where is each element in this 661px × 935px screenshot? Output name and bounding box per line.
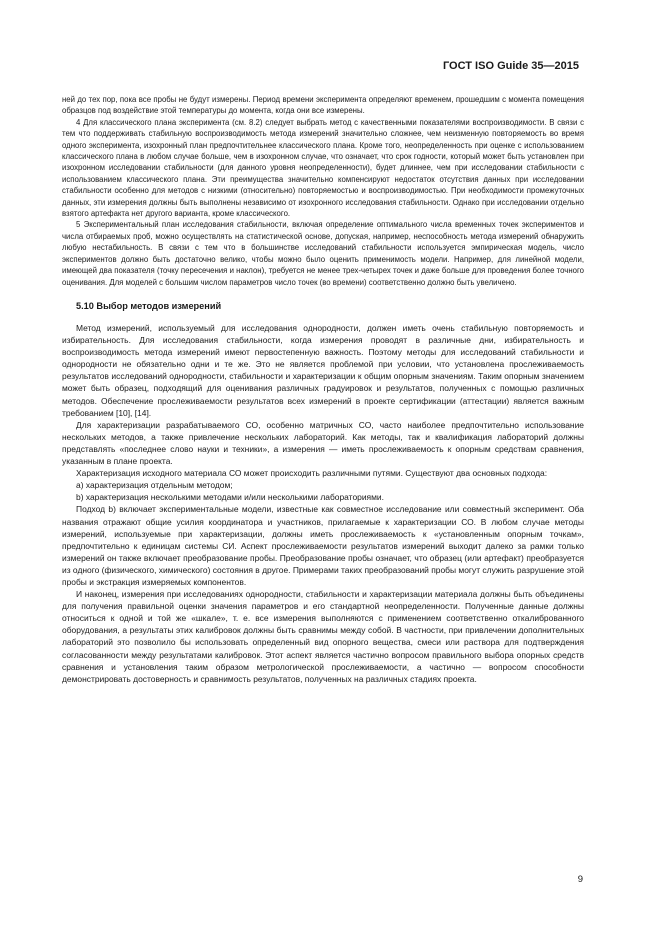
list-item-a: а) характеризация отдельным методом; [76,480,233,491]
paragraph-2: Для характеризации разрабатываемого СО, особенно матричных СО, часто наиболее предпочтительно использование нескольких методов, а также привлечение нескольких лабораторий. Как методы, так и квалификация лабораторий должны представлять «последнее слово науки и техники», а измерения — иметь прослеживаемость к опорным средствам сравнения, указанным в плане проекта. [62,419,584,467]
list-item-b: b) характеризация несколькими методами и/или несколькими лабораториями. [76,492,384,503]
page-number: 9 [577,874,583,885]
page-content [62,94,584,685]
note-4: 4 Для классического плана эксперимента (см. 8.2) следует выбрать метод с качественными показателями воспроизводимости. В связи с тем что поддерживать стабильную воспроизводимость метода измерений значительно сложнее, чем неизменную повторяемость во время одного эксперимента, изохронный план предпочтительнее классического плана. Кроме того, неопределенность при оценке с использованием классического плана в любом случае больше, чем в изохронном случае, что означает, что срок годности, который может быть установлен при изохронном исследовании стабильности (для данного уровня неопределенности), будет длиннее, чем при исследовании стабильности с использованием классического плана. Эти преимущества значительно компенсируют недостаток отсутствия данных при исследовании стабильности особенно для методов с низкими (относительно) повторяемостью и воспроизводимостью. При необходимости промежуточных данных, эти измерения должны быть выполнены независимо от изохронного исследования стабильности. Однако при исследовании отдельно взятого артефакта нет другого варианта, кроме классического. [62,117,584,219]
document-header: ГОСТ ISO Guide 35—2015 [442,60,579,72]
note-continuation: ней до тех пор, пока все пробы не будут измерены. Период времени эксперимента определяют временем, прошедшим с момента помещения образцов под воздействие этой температуры до момента, когда они все измерены. [62,95,584,116]
paragraph-1: Метод измерений, используемый для исследования однородности, должен иметь очень стабильную повторяемость и избирательность. Для исследования стабильности, когда измерения проводят в различные дни, избирательность и воспроизводимость метода измерений имеют первостепенную важность. Поэтому методы для исследований стабильности и однородности не обязательно одни и те же. Это не является проблемой при условии, что установлена прослеживаемость результатов исследований однородности, стабильности и характеризации к общим опорным значениям. Таким опорным значением может быть образец, подходящий для оценивания различных градуировок и результатов, полученных с помощью различных методов. Обеспечение прослеживаемости результатов всех измерений в проекте сертификации (аттестации) является важным требованием [10], [14]. [62,323,584,418]
paragraph-3: Характеризация исходного материала СО может происходить различными путями. Существуют два основных подхода: [76,468,548,479]
paragraph-4: Подход b) включает экспериментальные модели, известные как совместное исследование или совместный эксперимент. Оба названия отражают общие усилия координатора и участников, прилагаемые к характеризации СО. В любом случае методы измерений, используемые при характеризации, должны иметь прослеживаемость к «установленным опорным точкам», предпочтительно к единицам системы СИ. Аспект прослеживаемости результатов измерений выходит далеко за рамки только измерений он также включает преобразование пробы. Преобразование пробы означает, что образец (или артефакт) преобразуется из одного (физического, химического) состояния в другое. Примерами таких преобразований пробы могут служить разрушение этой пробы и экстракция измеряемых компонентов. [62,504,584,587]
note-5: 5 Экспериментальный план исследования стабильности, включая определение оптимального числа временных точек экспериментов и числа отбираемых проб, можно осуществлять на статистической основе, допуская, например, неспособность метода измерений обнаружить любую нестабильность. В связи с тем что в большинстве исследований стабильности используется эмпирическая модель, число экспериментов должно быть достаточно велико, чтобы можно было оценить применимость модели. Например, для линейной модели, имеющей два показателя (точку пересечения и наклон), требуется не менее трех-четырех точек и даже больше для проведения более точного оценивания. Для моделей с большим числом параметров число точек (во времени) соответственно должно быть увеличено. [62,220,584,287]
section-title: 5.10 Выбор методов измерений [76,300,222,311]
paragraph-5: И наконец, измерения при исследованиях однородности, стабильности и характеризации материала должны быть объединены для получения правильной оценки значения параметров и его стандартной неопределенности. Полученные данные должны относиться к одной и той же «шкале», т. е. все измерения выполняются с применением соответственно откалиброванного оборудования, а результаты этих калибровок должны быть сравнимы между собой. В частности, при привлечении дополнительных лабораторий это позволило бы использовать определенный вид опорного вещества, смеси или раствора для подтверждения согласованности между результатами калибровок. Этот аспект является частично вопросом правильного выбора опорных средств сравнения и установления таким образом метрологической прослеживаемости, а частично — вопросом способности демонстрировать достоверность и сравнимость результатов, полученных на различных стадиях проекта. [62,589,584,684]
